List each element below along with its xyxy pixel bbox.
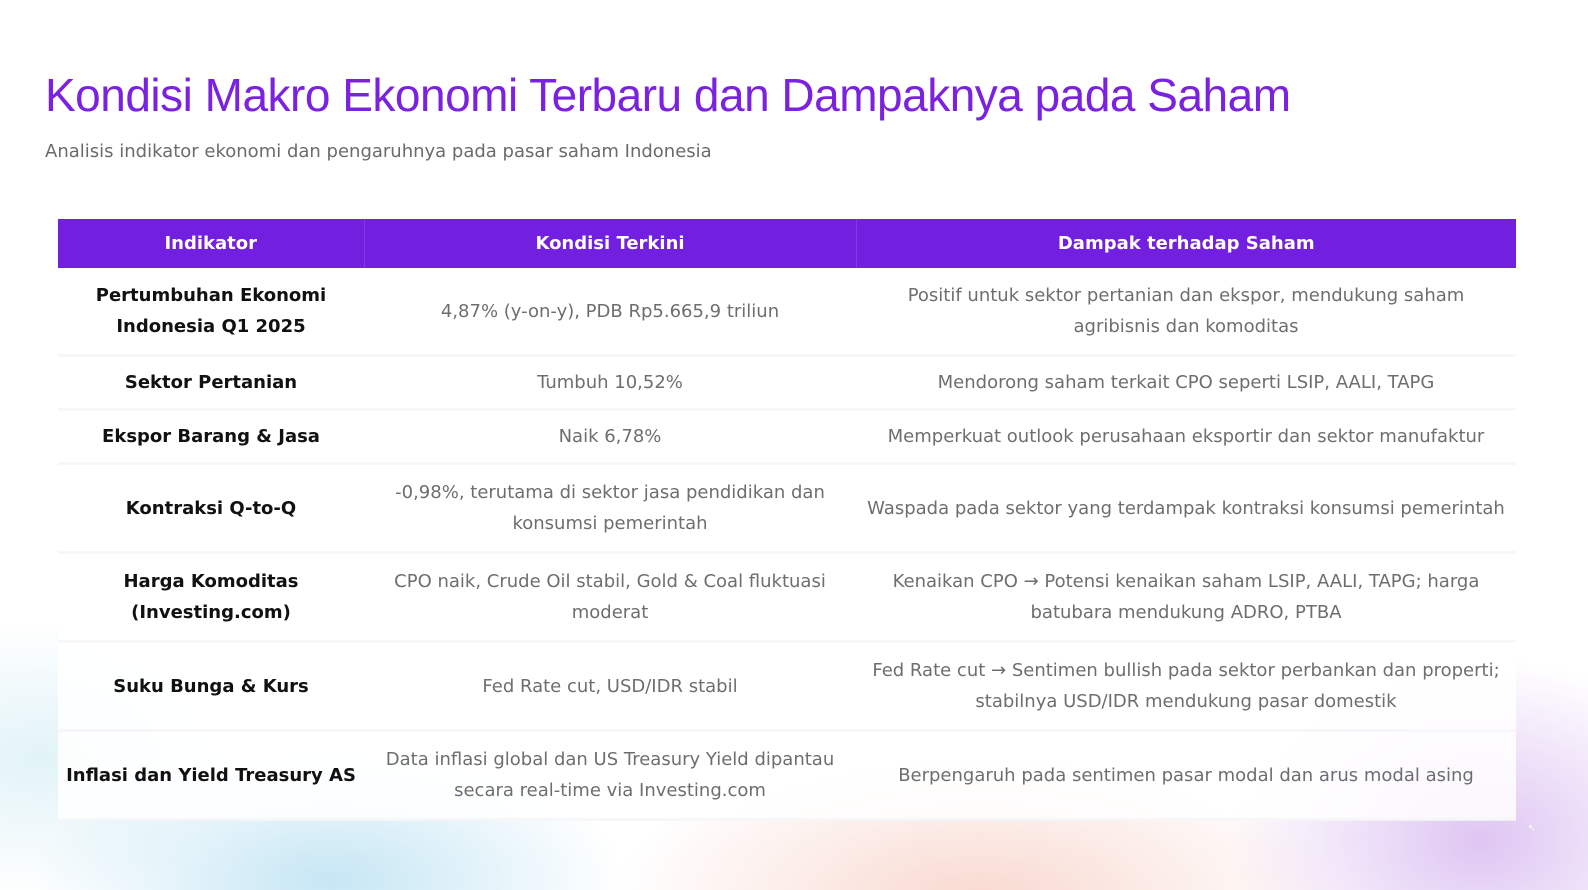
table-row	[58, 642, 1516, 731]
column-header-dampak: Dampak terhadap Saham	[856, 219, 1516, 268]
table-header-row	[58, 219, 1516, 268]
table-row	[58, 731, 1516, 820]
cell-dampak: Memperkuat outlook perusahaan eksportir dan sektor manufaktur	[856, 410, 1516, 464]
column-header-indikator: Indikator	[58, 219, 364, 268]
table-header	[58, 219, 1516, 268]
cell-indikator: Kontraksi Q-to-Q	[58, 464, 364, 553]
column-header-kondisi: Kondisi Terkini	[364, 219, 856, 268]
cell-indikator: Sektor Pertanian	[58, 356, 364, 410]
cell-kondisi: Data inflasi global dan US Treasury Yield dipantau secara real-time via Investing.com	[364, 731, 856, 820]
table-row	[58, 464, 1516, 553]
cell-dampak: Positif untuk sektor pertanian dan ekspor, mendukung saham agribisnis dan komoditas	[856, 268, 1516, 356]
cell-kondisi: -0,98%, terutama di sektor jasa pendidikan dan konsumsi pemerintah	[364, 464, 856, 553]
cell-dampak: Berpengaruh pada sentimen pasar modal dan arus modal asing	[856, 731, 1516, 820]
table-row	[58, 410, 1516, 464]
table-body	[58, 268, 1516, 820]
resize-arrow-icon: ↖	[1527, 823, 1536, 834]
page-title: Kondisi Makro Ekonomi Terbaru dan Dampaknya pada Saham	[45, 69, 1291, 121]
indicator-table	[58, 219, 1516, 821]
cell-kondisi: Fed Rate cut, USD/IDR stabil	[364, 642, 856, 731]
cell-indikator: Inflasi dan Yield Treasury AS	[58, 731, 364, 820]
cell-dampak: Waspada pada sektor yang terdampak kontraksi konsumsi pemerintah	[856, 464, 1516, 553]
cell-indikator: Harga Komoditas (Investing.com)	[58, 553, 364, 642]
table-row	[58, 553, 1516, 642]
cell-dampak: Mendorong saham terkait CPO seperti LSIP, AALI, TAPG	[856, 356, 1516, 410]
page-subtitle: Analisis indikator ekonomi dan pengaruhnya pada pasar saham Indonesia	[45, 141, 712, 162]
cell-kondisi: CPO naik, Crude Oil stabil, Gold & Coal fluktuasi moderat	[364, 553, 856, 642]
cell-indikator: Suku Bunga & Kurs	[58, 642, 364, 731]
cell-kondisi: 4,87% (y-on-y), PDB Rp5.665,9 triliun	[364, 268, 856, 356]
table-row	[58, 356, 1516, 410]
table-row	[58, 268, 1516, 356]
cell-dampak: Kenaikan CPO → Potensi kenaikan saham LSIP, AALI, TAPG; harga batubara mendukung ADRO, PTBA	[856, 553, 1516, 642]
cell-indikator: Ekspor Barang & Jasa	[58, 410, 364, 464]
cell-kondisi: Tumbuh 10,52%	[364, 356, 856, 410]
cell-kondisi: Naik 6,78%	[364, 410, 856, 464]
cell-dampak: Fed Rate cut → Sentimen bullish pada sektor perbankan dan properti; stabilnya USD/IDR mendukung pasar domestik	[856, 642, 1516, 731]
cell-indikator: Pertumbuhan Ekonomi Indonesia Q1 2025	[58, 268, 364, 356]
